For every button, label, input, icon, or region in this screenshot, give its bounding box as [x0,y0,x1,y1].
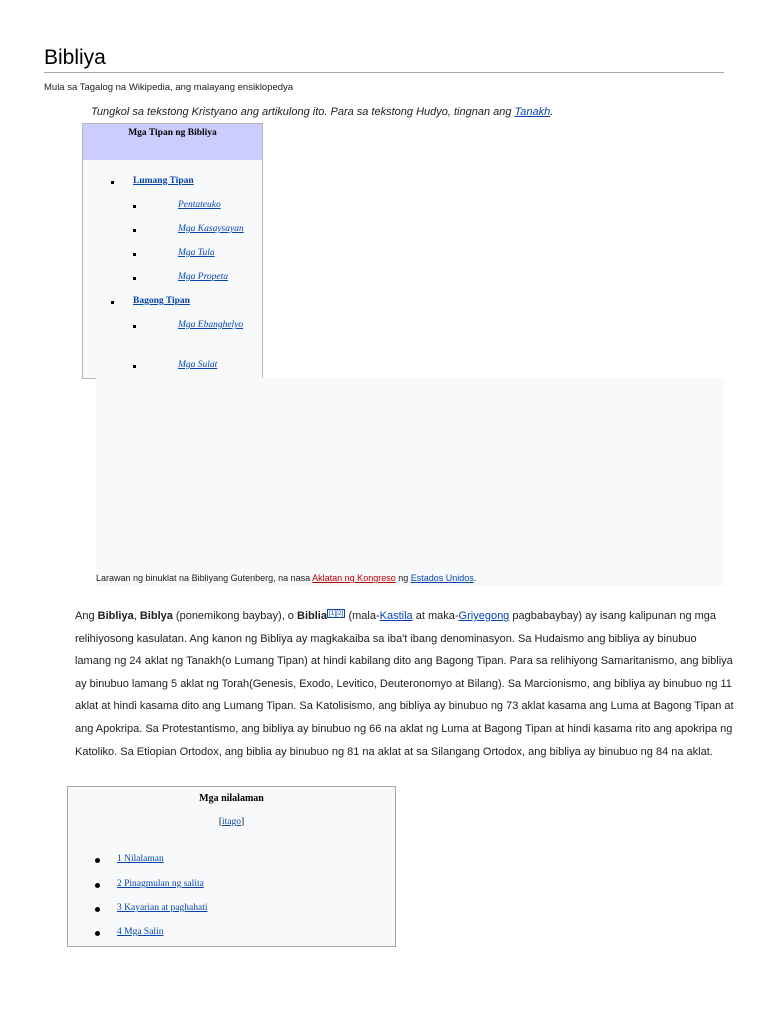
intro-text: at maka- [412,610,459,622]
intro-paragraph [75,603,735,763]
toc-link[interactable]: 1 Nilalaman [117,854,164,864]
sidebar-item-mga-propeta [133,272,228,282]
term-biblia: Biblia [297,610,327,622]
bullet-icon [133,365,136,368]
bullet-icon [133,229,136,232]
hatnote-end: . [550,106,554,118]
bullet-icon [95,883,100,888]
hatnote [91,106,553,118]
sidebar-link[interactable]: Mga Tula [178,248,215,258]
title-divider [44,72,724,73]
sidebar-item-mga-kasaysayan [133,224,244,234]
reference-marker [327,610,345,617]
site-subtitle: Mula sa Tagalog na Wikipedia, ang malayang ensiklopedya [44,82,294,93]
gutenberg-bible-image[interactable] [96,378,724,586]
toc-link[interactable]: 4 Mga Salin [117,927,164,937]
sidebar-item-pentateuko [133,200,221,210]
bullet-icon [111,181,114,184]
term-biblya: Biblya [139,610,173,622]
sidebar-link[interactable]: Pentateuko [178,200,221,210]
caption-text: ng [395,573,411,583]
link-kastila[interactable]: Kastila [379,610,413,622]
intro-text: Ang [75,610,98,622]
sidebar-title: Mga Tipan ng Bibliya [83,124,262,160]
toc-item-kayarian [95,903,207,913]
toc-item-nilalaman [95,854,164,864]
toc-item-pinagmulan [95,879,204,889]
bullet-icon [133,205,136,208]
image-caption [96,573,476,583]
sidebar-item-lumang-tipan [111,176,194,186]
toc-hide-button[interactable]: itago [222,817,241,827]
sidebar-item-mga-tula [133,248,215,258]
bullet-icon [95,907,100,912]
bullet-icon [133,277,136,280]
table-of-contents [67,786,396,947]
toc-title: Mga nilalaman [199,793,264,804]
sidebar-navbox [82,123,263,379]
intro-text: (mala- [345,610,380,622]
toc-link[interactable]: 3 Kayarian at paghahati [117,903,208,913]
sidebar-link[interactable]: Mga Kasaysayan [178,224,244,234]
sidebar-item-bagong-tipan [111,296,190,306]
caption-text: Larawan ng binuklat na Bibliyang Gutenberg, na nasa [96,573,313,583]
intro-text: (ponemikong baybay), o [172,610,297,622]
bullet-icon [133,253,136,256]
hatnote-link-tanakh[interactable]: Tanakh [514,106,551,118]
sidebar-link[interactable]: Lumang Tipan [133,176,194,186]
toc-bracket-close: ] [241,817,245,827]
toc-item-mga-salin [95,927,163,937]
caption-link-aklatan-ng-kongreso[interactable]: Aklatan ng Kongreso [312,573,396,583]
bullet-icon [95,931,100,936]
intro-text: , [133,610,140,622]
caption-link-estados-unidos[interactable]: Estados Unidos [410,573,474,583]
term-bibliya: Bibliya [97,610,134,622]
toc-toggle [68,817,395,827]
reference-link[interactable]: [1][2] [328,610,344,617]
sidebar-link[interactable]: Mga Sulat [178,360,218,370]
bullet-icon [111,301,114,304]
page-title: Bibliya [44,46,106,69]
sidebar-link[interactable]: Bagong Tipan [133,296,190,306]
intro-text: pagbabaybay) ay isang kalipunan ng mga relihiyosong kasulatan. Ang kanon ng Bibliya ay magkakaiba sa iba't ibang denominasyon. Sa Hudaismo ang bibliya ay binubuo lamang ng 24 aklat ng Tanakh(o Lumang Tipan) at hindi kabilang dito ang Bagong Tipan. Para sa relihiyong Samaritanismo, ang bibliya ay binubuo lamang 5 aklat ng Torah(Genesis, Exodo, Levitico, Deuteronomyo at Bilang). Sa Marcionismo, ang bibliya ay binubuo ng 11 aklat at hindi kasama dito ang Lumang Tipan. Sa Katolisismo, ang bibliya ay binubuo ng 73 aklat kasama ang Luma at Bagong Tipan at ang Apokripa. Sa Protestantismo, ang bibliya ay binubuo ng 66 na aklat ng Luma at Bagong Tipan at hindi kasama rito ang apokripa ng Katoliko. Sa Etiopian Ortodox, ang biblia ay binubuo ng 81 na aklat at sa Silangang Ortodox, ang bibliya ay binubuo ng 84 na aklat. [75,610,734,758]
bullet-icon [95,858,100,863]
toc-link[interactable]: 2 Pinagmulan ng salita [117,879,204,889]
sidebar-link[interactable]: Mga Propeta [178,272,229,282]
toc-bracket-open: [ [218,817,222,827]
caption-end: . [473,573,477,583]
sidebar-item-mga-ebanghelyo [133,320,243,330]
sidebar-link[interactable]: Mga Ebanghelyo [178,320,244,330]
bullet-icon [133,325,136,328]
hatnote-text: Tungkol sa tekstong Kristyano ang artikulong ito. Para sa tekstong Hudyo, tingnan ang [91,106,515,118]
link-griyegong[interactable]: Griyegong [458,610,510,622]
sidebar-item-mga-sulat [133,360,217,370]
